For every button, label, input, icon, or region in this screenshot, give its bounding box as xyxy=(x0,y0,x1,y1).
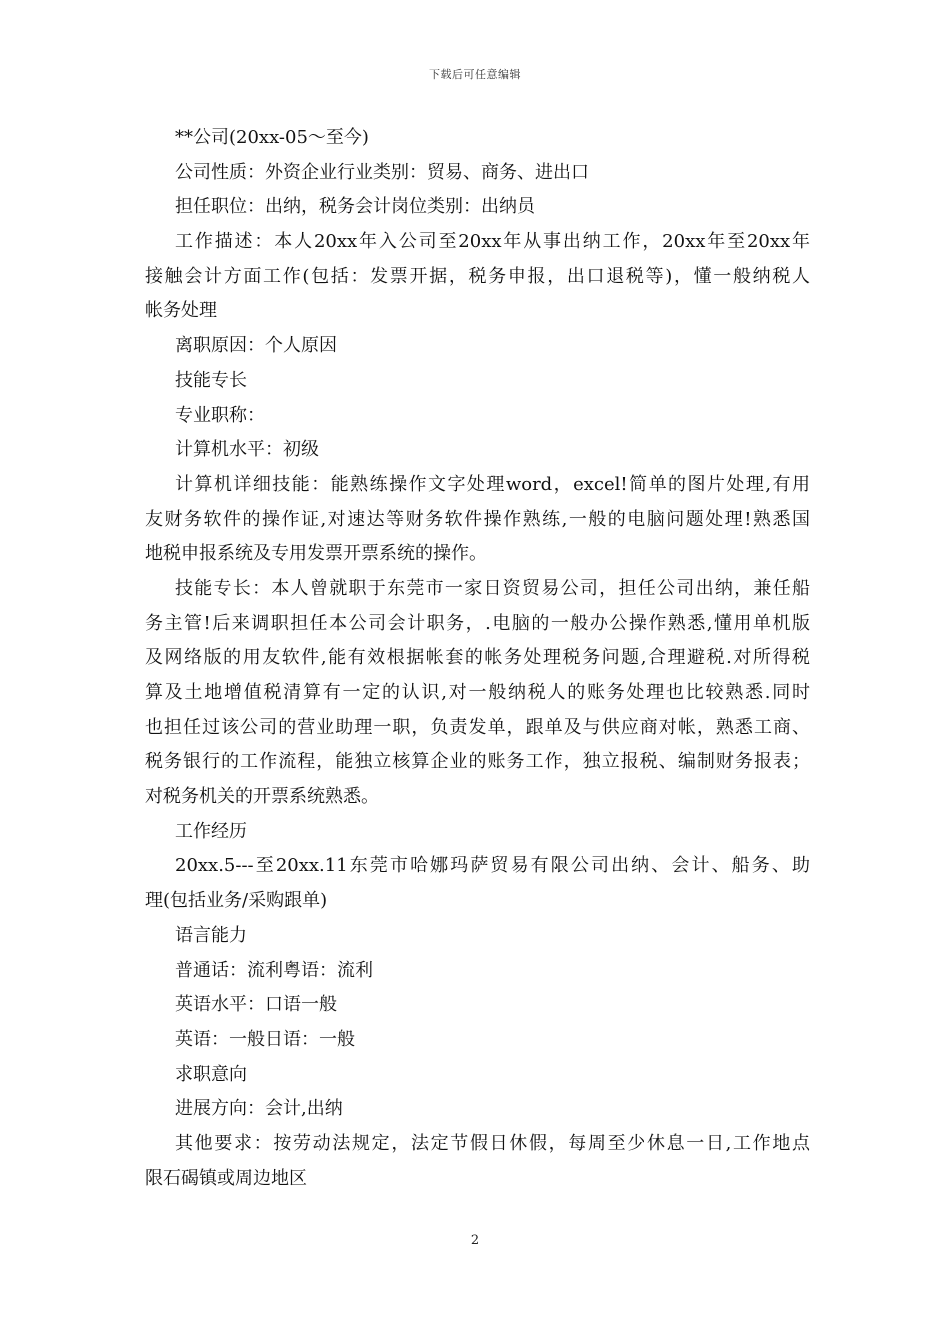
career-direction: 进展方向：会计,出纳 xyxy=(175,1098,343,1120)
other-requirements-line-1: 其他要求：按劳动法规定，法定节假日休假，每周至少休息一日,工作地点 xyxy=(175,1132,810,1154)
skills-specialty-line-7: 对税务机关的开票系统熟悉。 xyxy=(145,786,379,808)
job-description-line-3: 帐务处理 xyxy=(145,300,217,322)
computer-skills-line-3: 地税申报系统及专用发票开票系统的操作。 xyxy=(145,543,487,565)
computer-level: 计算机水平：初级 xyxy=(175,439,319,461)
computer-skills-line-2: 友财务软件的操作证,对速达等财务软件操作熟练,一般的电脑问题处理!熟悉国 xyxy=(145,508,810,530)
page-number: 2 xyxy=(470,1233,480,1248)
professional-title: 专业职称： xyxy=(175,404,265,426)
section-work-experience: 工作经历 xyxy=(175,820,247,842)
computer-skills-line-1: 计算机详细技能：能熟练操作文字处理word，excel!简单的图片处理,有用 xyxy=(175,473,810,495)
leave-reason: 离职原因：个人原因 xyxy=(175,335,337,357)
language-english-level: 英语水平：口语一般 xyxy=(175,994,337,1016)
skills-specialty-line-5: 也担任过该公司的营业助理一职，负责发单，跟单及与供应商对帐，熟悉工商、 xyxy=(145,716,810,738)
company-nature: 公司性质：外资企业行业类别：贸易、商务、进出口 xyxy=(175,161,589,183)
company-heading: **公司(20xx-05～至今) xyxy=(175,127,369,148)
page-header: 下载后可任意编辑 xyxy=(429,68,521,81)
skills-specialty-line-4: 算及土地增值税清算有一定的认识,对一般纳税人的账务处理也比较熟悉.同时 xyxy=(145,682,810,703)
section-job-intention: 求职意向 xyxy=(175,1063,247,1085)
document-body xyxy=(145,121,810,1196)
job-description-line-1: 工作描述：本人20xx年入公司至20xx年从事出纳工作，20xx年至20xx年 xyxy=(175,231,810,253)
language-mandarin-cantonese: 普通话：流利粤语：流利 xyxy=(175,959,373,981)
skills-specialty-line-3: 及网络版的用友软件,能有效根据帐套的帐务处理税务问题,合理避税.对所得税 xyxy=(145,647,810,669)
section-skills: 技能专长 xyxy=(175,369,247,391)
work-experience-line-1: 20xx.5---至20xx.11东莞市哈娜玛萨贸易有限公司出纳、会计、船务、助 xyxy=(175,855,810,877)
work-experience-line-2: 理(包括业务/采购跟单) xyxy=(145,890,328,912)
section-language: 语言能力 xyxy=(175,924,247,946)
position-held: 担任职位：出纳，税务会计岗位类别：出纳员 xyxy=(175,196,535,218)
skills-specialty-line-2: 务主管!后来调职担任本公司会计职务，.电脑的一般办公操作熟悉,懂用单机版 xyxy=(145,612,810,634)
language-english-japanese: 英语：一般日语：一般 xyxy=(175,1028,355,1050)
skills-specialty-line-6: 税务银行的工作流程，能独立核算企业的账务工作，独立报税、编制财务报表； xyxy=(145,751,810,773)
job-description-line-2: 接触会计方面工作(包括：发票开据，税务申报，出口退税等)，懂一般纳税人 xyxy=(145,265,810,287)
other-requirements-line-2: 限石碣镇或周边地区 xyxy=(145,1167,307,1189)
skills-specialty-line-1: 技能专长：本人曾就职于东莞市一家日资贸易公司，担任公司出纳，兼任船 xyxy=(175,577,810,599)
